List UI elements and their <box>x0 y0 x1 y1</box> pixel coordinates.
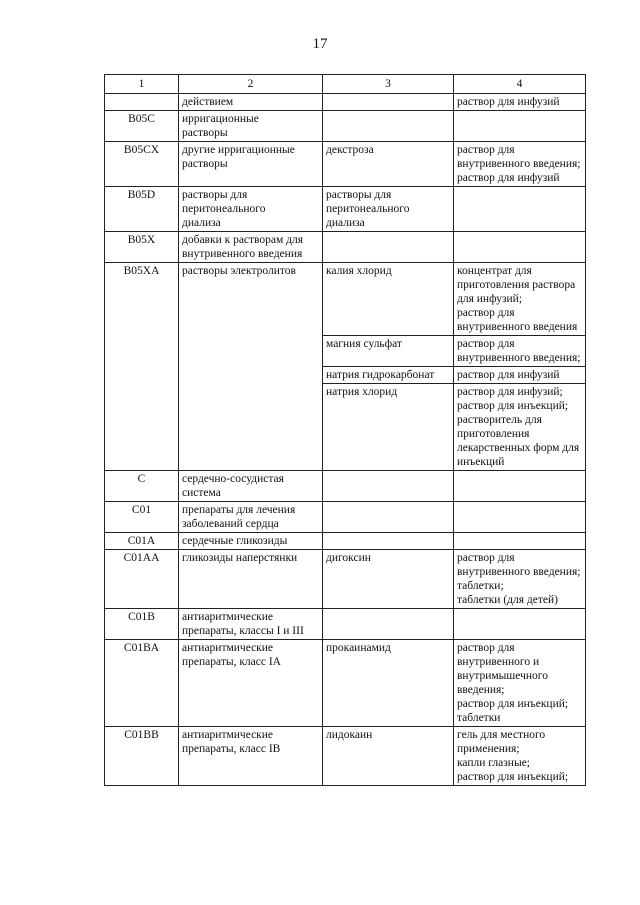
cell-text-line: B05D <box>127 189 156 201</box>
cell-text-line: препараты, классы I и III <box>182 625 304 637</box>
cell-text-line: прокаинамид <box>326 642 391 654</box>
dosage-form-cell <box>454 336 586 367</box>
cell-text-line: раствор для <box>457 307 515 319</box>
dosage-form-cell <box>454 232 586 263</box>
cell-text-line: растворы для <box>182 189 248 201</box>
group-name-cell <box>179 187 323 232</box>
group-name-cell <box>179 232 323 263</box>
cell-text-line: растворы электролитов <box>182 265 296 277</box>
cell-text-line: C01AA <box>123 552 160 564</box>
header-cell-4: 4 <box>454 75 586 94</box>
table-row <box>105 502 586 533</box>
atc-code-cell <box>105 111 179 142</box>
cell-text-line: гель для местного <box>457 729 546 741</box>
cell-text-line: B05XA <box>123 265 160 277</box>
cell-text-line: внутримышечного <box>457 670 548 682</box>
substance-cell <box>323 94 454 111</box>
cell-text-line: раствор для <box>457 552 515 564</box>
atc-code-cell <box>105 727 179 786</box>
cell-text-line: капли глазные; <box>457 757 530 769</box>
table-header-row <box>105 75 586 94</box>
cell-text-line: система <box>182 487 221 499</box>
group-name-cell <box>179 263 323 471</box>
cell-text-line: препараты, класс IA <box>182 656 281 668</box>
cell-text-line: таблетки (для детей) <box>457 594 558 606</box>
dosage-form-cell <box>454 384 586 471</box>
dosage-form-cell <box>454 111 586 142</box>
cell-text-line: раствор для инфузий <box>457 369 560 381</box>
dosage-form-cell <box>454 142 586 187</box>
table-row <box>105 263 586 336</box>
cell-text-line: таблетки; <box>457 580 504 592</box>
group-name-cell <box>179 142 323 187</box>
cell-text-line: другие ирригационные <box>182 144 295 156</box>
cell-text-line: B05CX <box>123 144 160 156</box>
table-row <box>105 640 586 727</box>
cell-text-line: растворитель для <box>457 414 542 426</box>
cell-text-line: раствор для <box>457 338 515 350</box>
cell-text-line: препараты для лечения <box>182 504 296 516</box>
cell-text-line: C01A <box>127 535 156 547</box>
header-cell-1: 1 <box>105 75 179 94</box>
cell-text-line: внутривенного введения <box>457 321 578 333</box>
cell-text-line: ирригационные <box>182 113 259 125</box>
cell-text-line: C01BA <box>123 642 160 654</box>
substance-cell <box>323 609 454 640</box>
header-cell-2: 2 <box>179 75 323 94</box>
cell-text-line: раствор для <box>457 144 515 156</box>
table-row <box>105 111 586 142</box>
cell-text-line: антиаритмические <box>182 729 274 741</box>
substance-cell <box>323 232 454 263</box>
cell-text-line: внутривенного и <box>457 656 540 668</box>
group-name-cell <box>179 471 323 502</box>
dosage-form-cell <box>454 609 586 640</box>
cell-text-line: применения; <box>457 743 520 755</box>
cell-text-line: растворы <box>182 158 228 170</box>
cell-text-line: магния сульфат <box>326 338 402 350</box>
cell-text-line: заболеваний сердца <box>182 518 279 530</box>
cell-text-line: дигоксин <box>326 552 371 564</box>
cell-text-line: введения; <box>457 684 505 696</box>
cell-text-line: внутривенного введения; <box>457 566 581 578</box>
cell-text-line: внутривенного введения; <box>457 158 581 170</box>
dosage-form-cell <box>454 727 586 786</box>
dosage-form-cell <box>454 94 586 111</box>
cell-text-line: для инфузий; <box>457 293 523 305</box>
drug-classification-table <box>104 74 586 786</box>
table-row <box>105 232 586 263</box>
cell-text-line: сердечно-сосудистая <box>182 473 284 485</box>
table-row <box>105 142 586 187</box>
substance-cell <box>323 533 454 550</box>
dosage-form-cell <box>454 640 586 727</box>
cell-text-line: натрия гидрокарбонат <box>326 369 435 381</box>
group-name-cell <box>179 727 323 786</box>
atc-code-cell <box>105 502 179 533</box>
table-row <box>105 187 586 232</box>
cell-text-line: раствор для инъекций; <box>457 698 569 710</box>
cell-text-line: раствор для инфузий; <box>457 386 563 398</box>
cell-text-line: перитонеального <box>326 203 410 215</box>
group-name-cell <box>179 550 323 609</box>
cell-text-line: сердечные гликозиды <box>182 535 288 547</box>
page-number: 17 <box>312 36 328 52</box>
table-row <box>105 471 586 502</box>
atc-code-cell <box>105 550 179 609</box>
atc-code-cell <box>105 640 179 727</box>
dosage-form-cell <box>454 471 586 502</box>
cell-text-line: диализа <box>326 217 365 229</box>
table-row <box>105 533 586 550</box>
atc-code-cell <box>105 232 179 263</box>
substance-cell <box>323 550 454 609</box>
cell-text-line: добавки к растворам для <box>182 234 304 246</box>
substance-cell <box>323 142 454 187</box>
table-row <box>105 609 586 640</box>
substance-cell <box>323 263 454 336</box>
cell-text-line: таблетки <box>457 712 501 724</box>
cell-text-line: B05X <box>127 234 156 246</box>
atc-code-cell <box>105 263 179 471</box>
cell-text-line: раствор для инъекций; <box>457 400 569 412</box>
group-name-cell <box>179 640 323 727</box>
cell-text-line: антиаритмические <box>182 642 274 654</box>
cell-text-line: действием <box>182 96 234 108</box>
substance-cell <box>323 640 454 727</box>
substance-cell <box>323 471 454 502</box>
cell-text-line: декстроза <box>326 144 374 156</box>
cell-text-line: приготовления раствора <box>457 279 576 291</box>
group-name-cell <box>179 111 323 142</box>
cell-text-line: препараты, класс IB <box>182 743 281 755</box>
cell-text-line: антиаритмические <box>182 611 274 623</box>
group-name-cell <box>179 609 323 640</box>
table-row <box>105 94 586 111</box>
cell-text-line: раствор для <box>457 642 515 654</box>
cell-text-line: C01BB <box>124 729 159 741</box>
cell-text-line: приготовления <box>457 428 530 440</box>
cell-text-line: B05C <box>128 113 155 125</box>
substance-cell <box>323 367 454 384</box>
substance-cell <box>323 727 454 786</box>
atc-code-cell <box>105 94 179 111</box>
cell-text-line: натрия хлорид <box>326 386 398 398</box>
cell-text-line: концентрат для <box>457 265 532 277</box>
substance-cell <box>323 187 454 232</box>
cell-text-line: внутривенного введения <box>182 248 303 260</box>
atc-code-cell <box>105 609 179 640</box>
group-name-cell <box>179 502 323 533</box>
cell-text-line: гликозиды наперстянки <box>182 552 298 564</box>
cell-text-line: лекарственных форм для <box>457 442 580 454</box>
dosage-form-cell <box>454 187 586 232</box>
cell-text-line: растворы для <box>326 189 392 201</box>
atc-code-cell <box>105 142 179 187</box>
cell-text-line: калия хлорид <box>326 265 392 277</box>
dosage-form-cell <box>454 263 586 336</box>
cell-text-line: C01B <box>128 611 155 623</box>
group-name-cell <box>179 94 323 111</box>
dosage-form-cell <box>454 367 586 384</box>
substance-cell <box>323 336 454 367</box>
cell-text-line: раствор для инфузий <box>457 96 560 108</box>
dosage-form-cell <box>454 533 586 550</box>
cell-text-line: C01 <box>131 504 152 516</box>
cell-text-line: диализа <box>182 217 221 229</box>
header-cell-3: 3 <box>323 75 454 94</box>
cell-text-line: C <box>137 473 146 485</box>
atc-code-cell <box>105 471 179 502</box>
cell-text-line: лидокаин <box>326 729 373 741</box>
dosage-form-cell <box>454 502 586 533</box>
cell-text-line: раствор для инъекций; <box>457 771 569 783</box>
dosage-form-cell <box>454 550 586 609</box>
atc-code-cell <box>105 533 179 550</box>
atc-code-cell <box>105 187 179 232</box>
substance-cell <box>323 384 454 471</box>
table-row <box>105 550 586 609</box>
group-name-cell <box>179 533 323 550</box>
cell-text-line: внутривенного введения; <box>457 352 581 364</box>
substance-cell <box>323 502 454 533</box>
cell-text-line: раствор для инфузий <box>457 172 560 184</box>
substance-cell <box>323 111 454 142</box>
cell-text-line: инъекций <box>457 456 505 468</box>
cell-text-line: растворы <box>182 127 228 139</box>
table-row <box>105 727 586 786</box>
cell-text-line: перитонеального <box>182 203 266 215</box>
table-body <box>105 75 586 786</box>
